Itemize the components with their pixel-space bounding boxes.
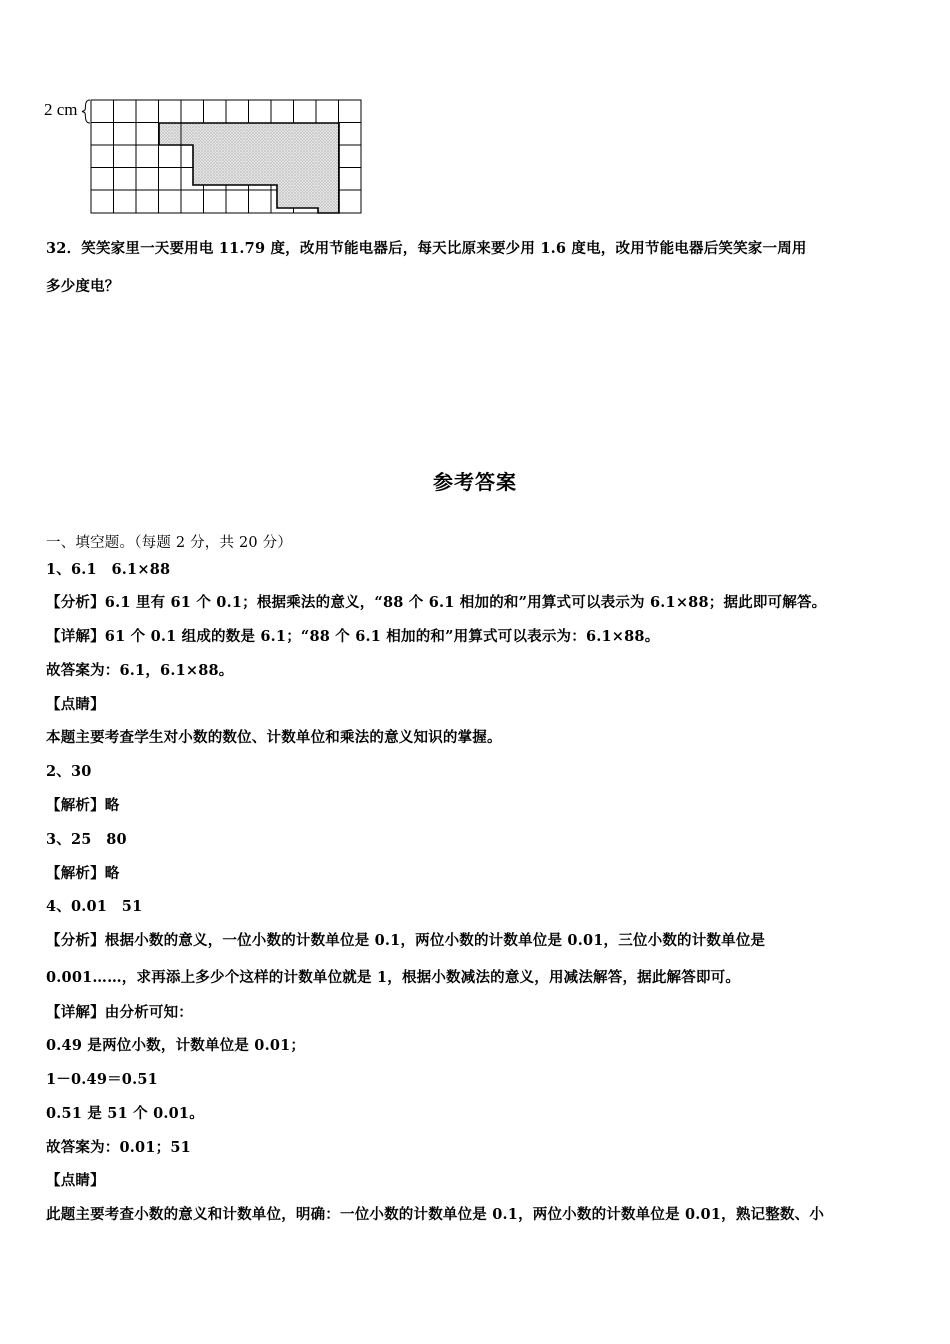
answer-4-step-1: 0.49 是两位小数，计数单位是 0.01； [46, 1037, 306, 1054]
answer-4-step-3: 0.51 是 51 个 0.01。 [46, 1105, 204, 1122]
answer-2-analysis: 【解析】略 [46, 797, 120, 814]
answer-title: 参考答案 [433, 470, 517, 494]
section-heading: 一、填空题。（每题 2 分，共 20 分） [46, 535, 293, 551]
question-32-line-1: 32．笑笑家里一天要用电 11.79 度，改用节能电器后，每天比原来要少用 1.6 度电，改用节能电器后笑笑家一周用 [46, 240, 807, 257]
answer-1-detail: 【详解】61 个 0.1 组成的数是 6.1；“88 个 6.1 相加的和”用算式可以表示为：6.1×88。 [46, 628, 660, 645]
question-32-line-2: 多少度电？ [46, 278, 120, 295]
answer-4-step-2: 1－0.49＝0.51 [46, 1071, 158, 1088]
answer-1-final: 故答案为：6.1，6.1×88。 [46, 662, 234, 679]
grid-diagram [42, 96, 372, 218]
answer-2: 2、30 [46, 763, 92, 780]
answer-1: 1、6.1 6.1×88 [46, 561, 171, 578]
grid-figure [42, 96, 372, 218]
answer-4-tip-label: 【点睛】 [46, 1172, 105, 1189]
answer-4-analysis-1: 【分析】根据小数的意义，一位小数的计数单位是 0.1，两位小数的计数单位是 0.01，三位小数的计数单位是 [46, 932, 766, 949]
answer-1-analysis: 【分析】6.1 里有 61 个 0.1；根据乘法的意义，“88 个 6.1 相加的和”用算式可以表示为 6.1×88；据此即可解答。 [46, 594, 827, 611]
answer-4-detail: 【详解】由分析可知： [46, 1004, 193, 1021]
answer-3-analysis: 【解析】略 [46, 865, 120, 882]
answer-1-tip: 本题主要考查学生对小数的数位、计数单位和乘法的意义知识的掌握。 [46, 729, 502, 746]
answer-4-analysis-2: 0.001……，求再添上多少个这样的计数单位就是 1，根据小数减法的意义，用减法解答，据此解答即可。 [46, 969, 741, 986]
scale-label: 2 cm [44, 100, 78, 119]
answer-1-tip-label: 【点睛】 [46, 696, 105, 713]
answer-4-final: 故答案为：0.01；51 [46, 1139, 191, 1156]
answer-4: 4、0.01 51 [46, 898, 143, 915]
answer-4-tip: 此题主要考查小数的意义和计数单位，明确：一位小数的计数单位是 0.1，两位小数的计数单位是 0.01，熟记整数、小 [46, 1206, 825, 1223]
answer-3: 3、25 80 [46, 831, 127, 848]
brace-icon [82, 100, 90, 123]
